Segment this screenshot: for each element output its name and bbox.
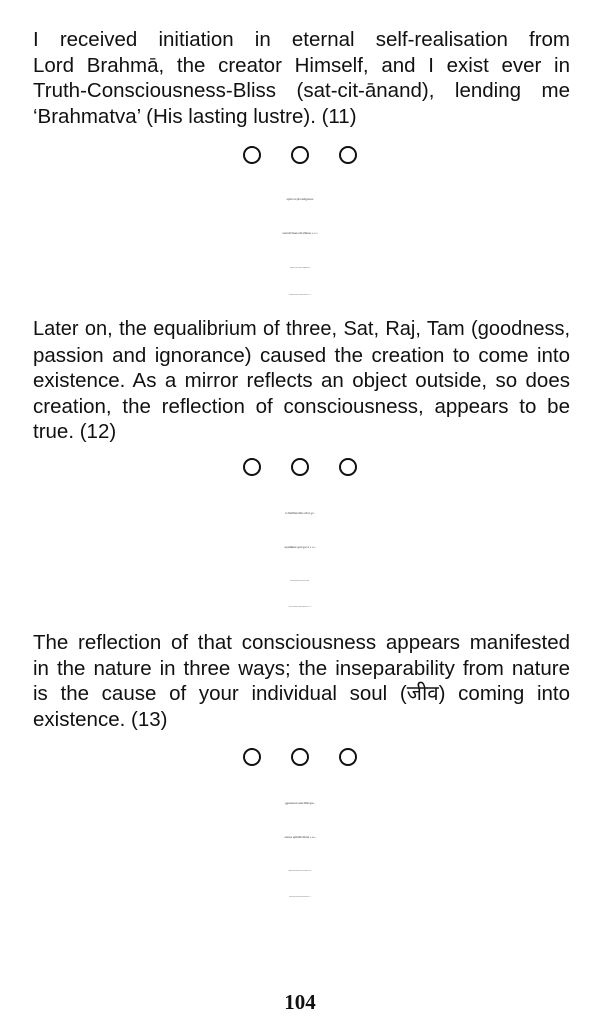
section-divider xyxy=(0,746,600,767)
sanskrit-verse-12-line-2: सत्यमाभाति चिच्छाया दर्पणे प्रतिबिम्बवत् ॥ १२ ॥ xyxy=(282,233,318,235)
translation-line: creation, the reflection of consciousness, appears to be xyxy=(33,394,570,418)
divider-circle-icon xyxy=(339,748,357,766)
transliteration-12-line-2: satyamābhāti cicchāyā darpaṇe pratibimbavat || 12 || xyxy=(288,295,312,296)
divider-circle-icon xyxy=(291,458,309,476)
translation-line: true. (12) xyxy=(33,420,117,443)
section-divider xyxy=(0,456,600,477)
sanskrit-verse-14-line-2: सत्त्वप्रधाना प्रकृतिर्मायेति प्रतिपाद्यते ॥ १४ ॥ xyxy=(284,837,316,839)
divider-circle-icon xyxy=(243,146,261,164)
translation-line: Truth-Consciousness-Bliss (sat-cit-ānand), lending me xyxy=(33,79,570,102)
transliteration-14-line-1: śuddhasattvapradhānāyāṃ māyāyāṃ bimbito hyaja: | xyxy=(288,871,312,872)
translation-13 xyxy=(33,630,570,732)
translation-line: Lord Brahmā, the creator Himself, and I exist ever in xyxy=(33,53,570,77)
translation-line: The reflection of that consciousness appears manifested xyxy=(33,631,570,654)
transliteration-13-line-2: prakṛtyavacchinnatayā puruṣatvaṃ punaśca te || 13 || xyxy=(288,607,312,608)
divider-circle-icon xyxy=(339,146,357,164)
translation-line: Later on, the equalibrium of three, Sat, Raj, Tam (goodness, xyxy=(33,318,570,340)
section-divider xyxy=(0,144,600,165)
divider-circle-icon xyxy=(291,146,309,164)
translation-line: ‘Brahmatva’ (His lasting lustre). (11) xyxy=(33,104,357,128)
page-number: 104 xyxy=(284,990,316,1014)
sanskrit-verse-12-line-1: प्रकृतित्वं ततः सृष्टिं सत्त्वादिगुणसाम्यतः xyxy=(286,199,314,201)
divider-circle-icon xyxy=(339,458,357,476)
translation-line: passion and ignorance) caused the creation to come into xyxy=(33,343,570,367)
sanskrit-verse-13-line-1: तेन चित्प्रतिबिम्बेन त्रिविधा भाति सा पुनः । xyxy=(285,513,315,515)
transliteration-13-line-1: tena citpratibimbena trividhā bhāti sā puna: | xyxy=(290,581,310,582)
sanskrit-verse-13-line-2: प्रकृत्यवच्छिन्नतया पुरुषत्वं पुनश्च ते ॥ १३ ॥ xyxy=(284,547,316,549)
translation-line: existence. (13) xyxy=(33,707,168,731)
transliteration-12-line-1: prakṛtitvaṃ tata: sṛṣṭiṃ sattvādiguṇasāmyata: xyxy=(289,268,311,269)
translation-11 xyxy=(33,27,570,129)
translation-line: existence. As a mirror reflects an object outside, so does xyxy=(33,369,570,392)
translation-line: in the nature in three ways; the inseparability from nature xyxy=(33,656,570,680)
translation-12 xyxy=(33,317,570,445)
sanskrit-verse-14-line-1: शुद्धसत्त्वप्रधानायां मायायां बिम्बितो ह्यजः । xyxy=(285,803,315,805)
divider-circle-icon xyxy=(243,458,261,476)
translation-line: I received initiation in eternal self-realisation from xyxy=(33,28,570,51)
divider-circle-icon xyxy=(243,748,261,766)
divider-circle-icon xyxy=(291,748,309,766)
transliteration-14-line-2: sattvapradhānā prakṛtirmāyeti pratipādyate || 14 || xyxy=(289,897,311,898)
translation-line: is the cause of your individual soul (जीव) coming into xyxy=(33,682,570,705)
